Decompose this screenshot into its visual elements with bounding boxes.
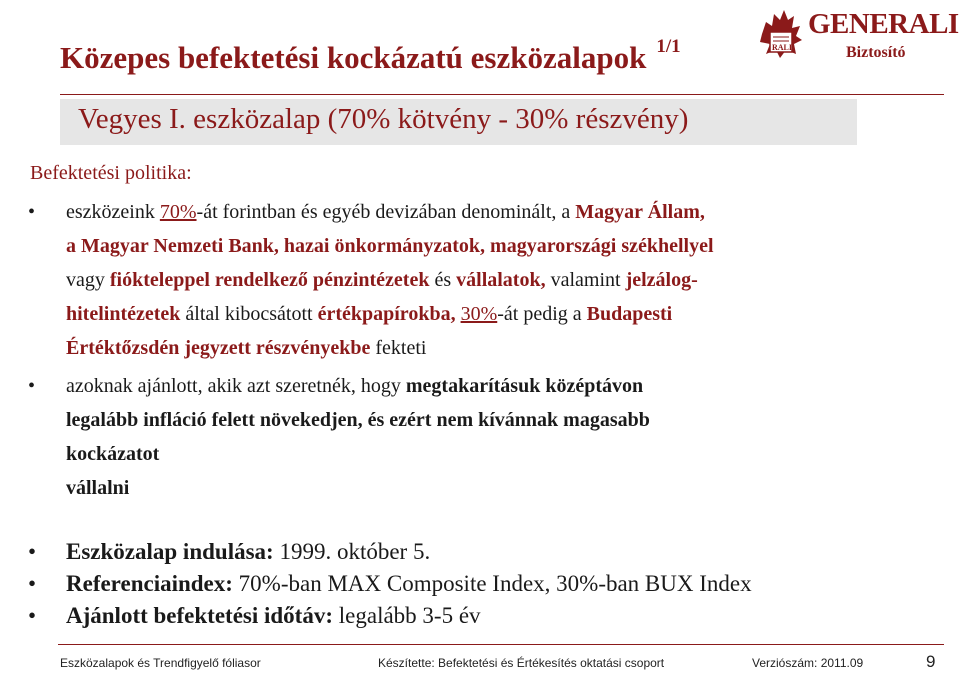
text-run: azoknak ajánlott, akik azt szeretnék, hogy xyxy=(66,375,406,397)
text-run: -át forintban és egyéb devizában denominált, a xyxy=(196,201,576,223)
footer-left: Eszközalapok és Trendfigyelő fóliasor xyxy=(60,656,261,670)
section-label: Befektetési politika: xyxy=(30,162,192,184)
text-run: fekteti xyxy=(370,337,427,359)
text-run: által kibocsátott xyxy=(180,303,318,325)
slide-title-suffix: 1/1 xyxy=(656,36,681,57)
highlight-financial-institutions: fiókteleppel rendelkező pénzintézetek xyxy=(109,269,430,291)
page-number: 9 xyxy=(926,652,936,671)
fact-value: 70%-ban MAX Composite Index, 30%-ban BUX Index xyxy=(232,571,752,596)
bullet-icon: • xyxy=(28,375,36,397)
generali-logo xyxy=(756,4,959,66)
text-run: és xyxy=(429,269,457,291)
bullet-icon: • xyxy=(28,539,37,564)
highlight-issuers: a Magyar Nemzeti Bank, hazai önkormányzatok, magyarországi székhellyel xyxy=(66,235,714,257)
fact-value: legalább 3-5 év xyxy=(333,603,481,628)
footer-divider xyxy=(58,644,944,645)
footer-center: Készítette: Befektetési és Értékesítés oktatási csoport xyxy=(378,656,665,670)
highlight-70-percent: 70% xyxy=(159,201,197,223)
highlight-companies: vállalatok, xyxy=(456,269,546,291)
text-run: eszközeink xyxy=(66,201,160,223)
highlight-30-percent: 30% xyxy=(460,303,498,325)
slide-title xyxy=(60,36,681,76)
highlight-securities: értékpapírokba, xyxy=(317,303,456,325)
fact-label: Eszközalap indulása: xyxy=(66,539,274,564)
title-divider xyxy=(60,94,944,95)
fact-horizon xyxy=(24,600,954,632)
policy-list xyxy=(24,195,954,505)
highlight-mortgage-banks: hitelintézetek xyxy=(66,303,181,325)
bullet-icon: • xyxy=(28,571,37,596)
highlight-take: vállalni xyxy=(66,477,130,499)
fact-value: 1999. október 5. xyxy=(273,539,431,564)
bullet-icon: • xyxy=(28,603,37,628)
policy-bullet-1 xyxy=(24,195,954,365)
bullet-icon: • xyxy=(28,201,36,223)
lion-icon xyxy=(756,4,806,62)
logo-wordmark: GENERALI xyxy=(808,8,959,40)
footer-version: Verziószám: 2011.09 xyxy=(752,656,864,670)
policy-bullet-2 xyxy=(24,369,954,505)
text-run: vagy xyxy=(66,269,110,291)
logo-subtitle: Biztosító xyxy=(846,44,906,61)
highlight-savings: megtakarításuk középtávon xyxy=(405,375,644,397)
highlight-stock-exchange: Értéktőzsdén jegyzett részvényekbe xyxy=(66,337,371,359)
highlight-budapesti: Budapesti xyxy=(586,303,673,325)
text-run: -át pedig a xyxy=(497,303,587,325)
fact-label: Referenciaindex: xyxy=(66,571,233,596)
text-run: valamint xyxy=(545,269,626,291)
highlight-risk: kockázatot xyxy=(66,443,160,465)
facts-list xyxy=(24,536,954,632)
fact-benchmark xyxy=(24,568,954,600)
highlight-magyar-allam: Magyar Állam, xyxy=(575,201,705,223)
slide-title-text: Közepes befektetési kockázatú eszközalapok xyxy=(60,40,647,75)
fact-start-date xyxy=(24,536,954,568)
fund-subtitle: Vegyes I. eszközalap (70% kötvény - 30% részvény) xyxy=(78,103,689,135)
highlight-mortgage: jelzálog- xyxy=(625,269,698,291)
lion-badge-text: RALI xyxy=(772,43,793,52)
highlight-inflation: legalább infláció felett növekedjen, és ezért nem kívánnak magasabb xyxy=(66,409,650,431)
fact-label: Ajánlott befektetési időtáv: xyxy=(66,603,334,628)
